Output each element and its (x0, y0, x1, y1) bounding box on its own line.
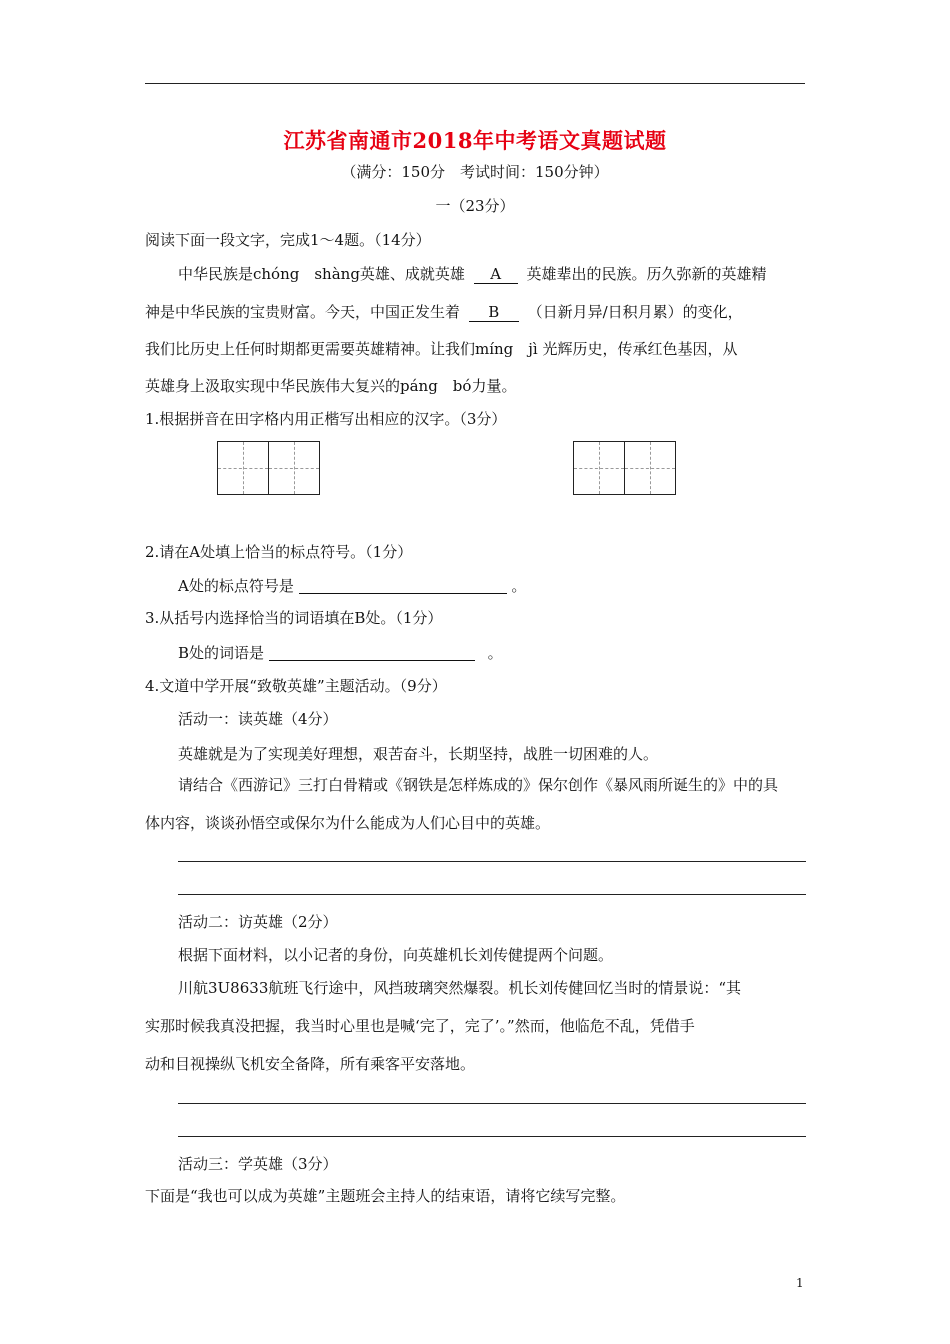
tianzige-cell[interactable] (268, 442, 319, 494)
passage-text: 英雄辈出的民族。历久弥新的英雄精 (526, 265, 767, 283)
answer-blank-b[interactable] (269, 644, 475, 661)
blank-b: B (469, 304, 519, 322)
activity-3-heading: 活动三：学英雄（3分） (178, 1155, 338, 1173)
activity-1-text: 英雄就是为了实现美好理想，艰苦奋斗，长期坚持，战胜一切困难的人。 (178, 745, 659, 763)
question-4: 4.文道中学开展“致敬英雄”主题活动。（9分） (145, 677, 447, 695)
passage-text: （日新月异/日积月累）的变化， (527, 303, 743, 321)
page-title: 江苏省南通市2018年中考语文真题试题 (283, 128, 667, 153)
question-1: 1.根据拼音在田字格内用正楷写出相应的汉字。（3分） (145, 410, 507, 428)
passage-line-4: 英雄身上汲取实现中华民族伟大复兴的páng bó力量。 (145, 377, 517, 395)
activity-2-text: 根据下面材料，以小记者的身份，向英雄机长刘传健提两个问题。 (178, 946, 614, 964)
passage-line-1 (178, 265, 767, 284)
passage-text: 神是中华民族的宝贵财富。今天，中国正发生着 (145, 303, 461, 321)
question-2: 2.请在A处填上恰当的标点符号。（1分） (145, 543, 413, 561)
activity-2-text: 动和目视操纵飞机安全备降，所有乘客平安落地。 (145, 1055, 476, 1073)
answer-line[interactable] (178, 861, 806, 862)
passage-line-3: 我们比历史上任何时期都更需要英雄精神。让我们míng jì 光辉历史，传承红色基因，从 (145, 340, 738, 358)
section-heading: 一（23分） (435, 197, 515, 215)
activity-2-text: 川航3U8633航班飞行途中，风挡玻璃突然爆裂。机长刘传健回忆当时的情景说：“其 (178, 979, 742, 997)
answer-label: A处的标点符号是 (178, 577, 294, 595)
answer-blank-a[interactable] (299, 577, 507, 594)
tianzige-cell[interactable] (574, 442, 624, 494)
tianzige-grid-right[interactable] (573, 441, 676, 495)
answer-line[interactable] (178, 894, 806, 895)
activity-2-heading: 活动二：访英雄（2分） (178, 913, 338, 931)
answer-end: 。 (487, 644, 503, 662)
tianzige-grid-left[interactable] (217, 441, 320, 495)
answer-line[interactable] (178, 1136, 806, 1137)
tianzige-cell[interactable] (624, 442, 675, 494)
passage-line-2 (145, 303, 743, 322)
exam-info: （满分：150分 考试时间：150分钟） (341, 163, 609, 181)
passage-text: 中华民族是chóng shàng英雄、成就英雄 (178, 265, 465, 283)
reading-instruction: 阅读下面一段文字，完成1～4题。（14分） (145, 231, 431, 249)
activity-2-text: 实那时候我真没把握，我当时心里也是喊‘完了，完了’。”然而，他临危不乱，凭借手 (145, 1017, 695, 1035)
answer-3 (178, 644, 503, 662)
answer-label: B处的词语是 (178, 644, 265, 662)
activity-1-text: 体内容，谈谈孙悟空或保尔为什么能成为人们心目中的英雄。 (145, 814, 551, 832)
blank-a: A (474, 266, 518, 284)
question-3: 3.从括号内选择恰当的词语填在B处。（1分） (145, 609, 443, 627)
page-number: 1 (796, 1276, 804, 1290)
top-rule (145, 83, 805, 84)
tianzige-cell[interactable] (218, 442, 268, 494)
answer-end: 。 (511, 577, 527, 595)
answer-line[interactable] (178, 1103, 806, 1104)
activity-1-text: 请结合《西游记》三打白骨精或《钢铁是怎样炼成的》保尔创作《暴风雨所诞生的》中的具 (178, 776, 779, 794)
activity-1-heading: 活动一：读英雄（4分） (178, 710, 338, 728)
activity-3-text: 下面是“我也可以成为英雄”主题班会主持人的结束语，请将它续写完整。 (145, 1187, 626, 1205)
answer-2 (178, 577, 526, 595)
